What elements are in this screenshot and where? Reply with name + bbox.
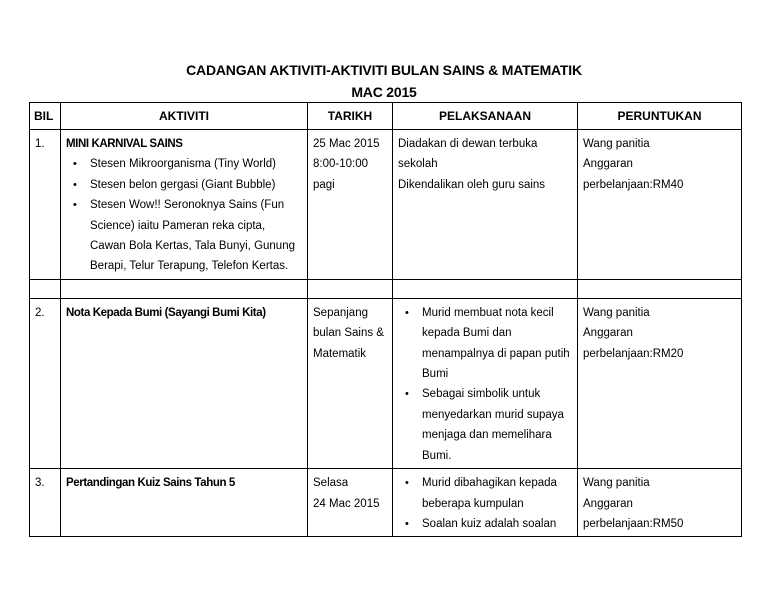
- table-row: [30, 298, 742, 468]
- allocation-line: Wang panitia: [583, 477, 650, 490]
- activity-cell: [61, 298, 308, 468]
- row-number: 1.: [30, 130, 61, 280]
- implementation-text: Dikendalikan oleh guru sains: [398, 178, 546, 191]
- allocation-line: perbelanjaan:RM40: [583, 178, 684, 191]
- activity-cell: [61, 469, 308, 537]
- document-subtitle: MAC 2015: [351, 84, 417, 100]
- date-line: Selasa: [313, 477, 349, 490]
- activity-cell: [61, 130, 308, 280]
- allocation-line: Wang panitia: [583, 306, 650, 319]
- spacer-cell: [393, 279, 578, 298]
- activity-table: [29, 102, 742, 537]
- implementation-cell: [393, 298, 578, 468]
- list-item: • Murid dibahagikan kepada beberapa kumpulan: [422, 473, 573, 514]
- header-bil: BIL: [30, 103, 61, 130]
- list-item: • Stesen Wow!! Seronoknya Sains (Fun Science) iaitu Pameran reka cipta, Cawan Bola Kertas, Tala Bunyi, Gunung Berapi, Telur Terapung, Telefon Kertas.: [90, 195, 303, 277]
- implementation-cell: [393, 469, 578, 537]
- allocation-cell: [578, 130, 742, 280]
- header-aktiviti: AKTIVITI: [61, 103, 308, 130]
- date-line: 24 Mac 2015: [313, 497, 380, 510]
- list-item: • Murid membuat nota kecil kepada Bumi dan menampalnya di papan putih Bumi: [422, 303, 573, 385]
- list-item: • Stesen Mikroorganisma (Tiny World): [90, 154, 303, 174]
- implementation-list: [398, 303, 573, 466]
- row-number: 2.: [30, 298, 61, 468]
- activity-title: Pertandingan Kuiz Sains Tahun 5: [66, 477, 235, 490]
- table-spacer-row: [30, 279, 742, 298]
- activity-title: Nota Kepada Bumi (Sayangi Bumi Kita): [66, 306, 266, 319]
- date-line: pagi: [313, 178, 335, 191]
- implementation-cell: [393, 130, 578, 280]
- allocation-line: perbelanjaan:RM50: [583, 517, 684, 530]
- list-item: • Soalan kuiz adalah soalan: [422, 514, 573, 534]
- list-item: • Sebagai simbolik untuk menyedarkan murid supaya menjaga dan memelihara Bumi.: [422, 384, 573, 466]
- header-tarikh: TARIKH: [308, 103, 393, 130]
- table-row: [30, 469, 742, 537]
- allocation-line: Anggaran: [583, 158, 633, 171]
- activity-title: MINI KARNIVAL SAINS: [66, 138, 183, 150]
- date-line: bulan Sains &: [313, 327, 384, 340]
- date-cell: [308, 130, 393, 280]
- date-line: 8:00-10:00: [313, 158, 368, 171]
- date-line: Matematik: [313, 347, 367, 360]
- spacer-cell: [61, 279, 308, 298]
- allocation-line: Anggaran: [583, 327, 633, 340]
- table-row: [30, 130, 742, 280]
- date-line: 25 Mac 2015: [313, 138, 380, 150]
- allocation-cell: [578, 469, 742, 537]
- row-number: 3.: [30, 469, 61, 537]
- implementation-text: Diadakan di dewan terbuka sekolah: [398, 138, 538, 171]
- date-cell: [308, 298, 393, 468]
- document-title: CADANGAN AKTIVITI-AKTIVITI BULAN SAINS & MATEMATIK: [186, 62, 582, 78]
- spacer-cell: [578, 279, 742, 298]
- spacer-cell: [30, 279, 61, 298]
- allocation-cell: [578, 298, 742, 468]
- implementation-list: [398, 473, 573, 534]
- date-line: Sepanjang: [313, 306, 368, 319]
- allocation-line: Anggaran: [583, 497, 633, 510]
- header-peruntukan: PERUNTUKAN: [578, 103, 742, 130]
- header-pelaksanaan: PELAKSANAAN: [393, 103, 578, 130]
- activity-list: [66, 154, 303, 276]
- allocation-line: perbelanjaan:RM20: [583, 347, 684, 360]
- table-header-row: [30, 103, 742, 130]
- list-item: • Stesen belon gergasi (Giant Bubble): [90, 175, 303, 195]
- spacer-cell: [308, 279, 393, 298]
- date-cell: [308, 469, 393, 537]
- allocation-line: Wang panitia: [583, 138, 650, 150]
